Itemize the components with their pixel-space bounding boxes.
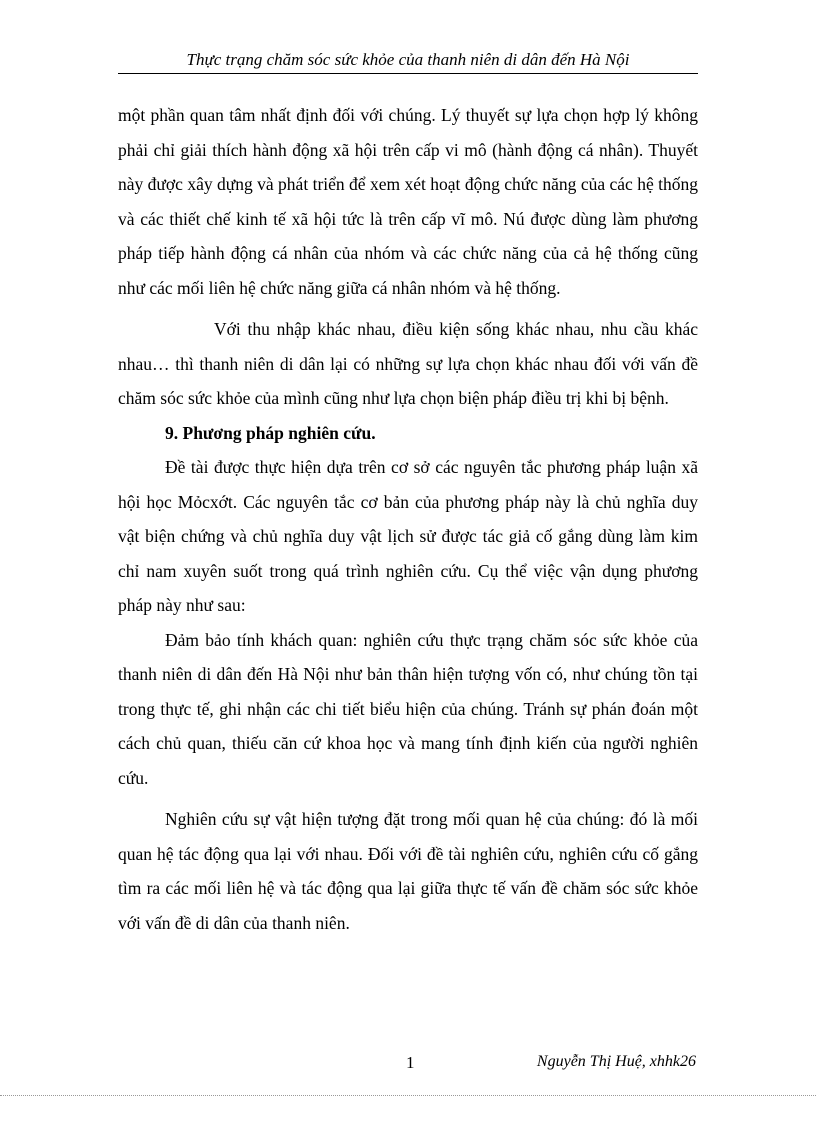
paragraph-2: Với thu nhập khác nhau, điều kiện sống khác nhau, nhu cầu khác nhau… thì thanh niên di dân lại có những sự lựa chọn khác nhau đối với vấn đề chăm sóc sức khỏe của mình cũng như lựa chọn biện pháp điều trị khi bị bệnh.: [118, 319, 698, 408]
section-heading: 9. Phương pháp nghiên cứu.: [165, 422, 376, 443]
paragraph-3: Đề tài được thực hiện dựa trên cơ sở các nguyên tắc phương pháp luận xã hội học Mỏcxớt. Các nguyên tắc cơ bản của phương pháp này là chủ nghĩa duy vật biện chứng và chủ nghĩa duy vật lịch sử được tác giả cố gắng dùng làm kim chỉ nam xuyên suốt trong quá trình nghiên cứu. Cụ thể việc vận dụng phương pháp này như sau:: [118, 457, 698, 615]
paragraph-4: Đảm bảo tính khách quan: nghiên cứu thực trạng chăm sóc sức khỏe của thanh niên di dân đến Hà Nội như bản thân hiện tượng vốn có, như chúng tồn tại trong thực tế, ghi nhận các chi tiết biểu hiện của chúng. Tránh sự phán đoán một cách chủ quan, thiếu căn cứ khoa học và mang tính định kiến của người nghiên cứu.: [118, 629, 698, 788]
running-header: Thực trạng chăm sóc sức khỏe của thanh niên di dân đến Hà Nội: [118, 50, 698, 74]
document-body: [118, 98, 698, 940]
paragraph-1: một phần quan tâm nhất định đối với chúng. Lý thuyết sự lựa chọn hợp lý không phải chỉ giải thích hành động xã hội trên cấp vi mô (hành động cá nhân). Thuyết này được xây dựng và phát triển để xem xét hoạt động chức năng của các hệ thống và các thiết chế kinh tế xã hội tức là trên cấp vĩ mô. Nú được dùng làm phương pháp tiếp hành động cá nhân của nhóm và các chức năng của cả hệ thống cũng như các mối liên hệ chức năng giữa cá nhân nhóm và hệ thống.: [118, 105, 698, 298]
footer-author: Nguyễn Thị Huệ, xhhk26: [536, 1053, 696, 1070]
paragraph-5: Nghiên cứu sự vật hiện tượng đặt trong mối quan hệ của chúng: đó là mối quan hệ tác động qua lại với nhau. Đối với đề tài nghiên cứu, nghiên cứu cố gắng tìm ra các mối liên hệ và tác động qua lại giữa thực tế vấn đề chăm sóc sức khỏe với vấn đề di dân của thanh niên.: [118, 809, 698, 933]
page-number: 1: [406, 1053, 415, 1072]
page-break-divider: [0, 1095, 816, 1096]
